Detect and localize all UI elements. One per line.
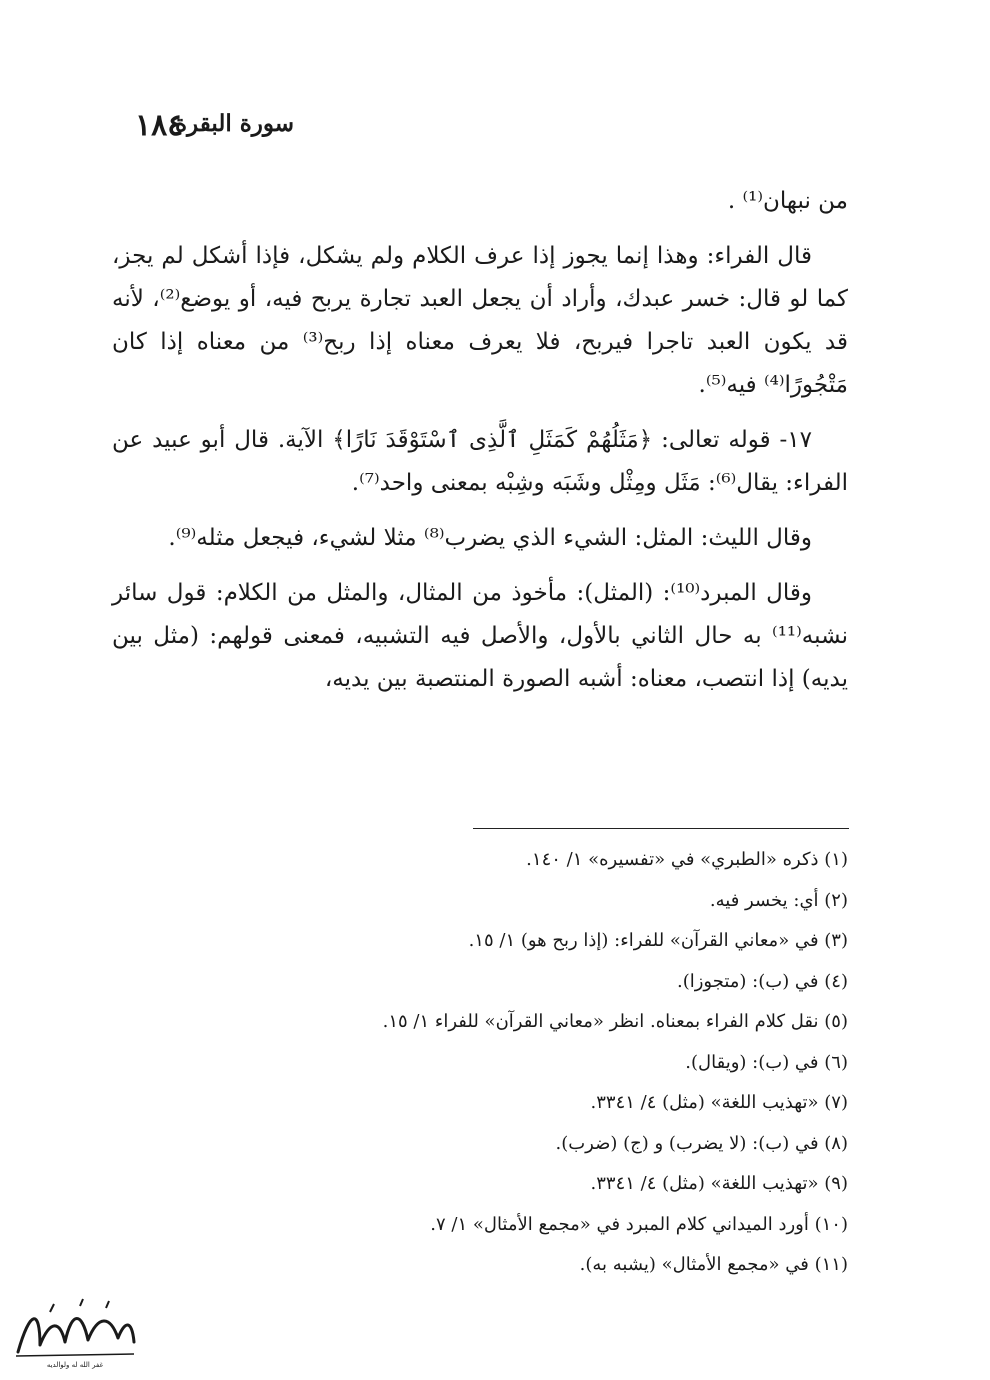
footnote-9: (٩) «تهذيب اللغة» (مثل) ٤/ ٣٣٤١. [590, 1173, 848, 1194]
footnote-4: (٤) في (ب): (متجوزا). [676, 970, 848, 992]
paragraph-1: من نبهان⁽¹⁾ . [727, 188, 848, 214]
calligraphy-logo [10, 1290, 140, 1370]
paragraph-4: وقال الليث: المثل: الشيء الذي يضرب⁽⁸⁾ مثلا لشيء، فيجعل مثله⁽⁹⁾. [168, 525, 812, 551]
footnote-10: (١٠) أورد الميداني كلام المبرد في «مجمع الأمثال» ١/ ٧. [430, 1213, 848, 1235]
footnote-5: (٥) نقل كلام الفراء بمعناه. انظر «معاني القرآن» للفراء ١/ ١٥. [382, 1011, 848, 1032]
footnote-3: (٣) في «معاني القرآن» للفراء: (إذا ربح هو) ١/ ١٥. [468, 930, 848, 951]
footnote-6: (٦) في (ب): (ويقال). [685, 1051, 848, 1073]
paragraph-2: قال الفراء: وهذا إنما يجوز إذا عرف الكلام ولم يشكل، فإذا أشكل لم يجز، كما لو قال: خسر عبدك، وأراد أن يجعل العبد تجارة يربح فيه، أو يوضع⁽²⁾، لأنه قد يكون العبد تاجرا فيربح، فلا يعرف معناه إذا ربح⁽³⁾ من معناه إذا كان مَتْجُورًا⁽⁴⁾ فيه⁽⁵⁾. [112, 243, 849, 398]
footnote-7: (٧) «تهذيب اللغة» (مثل) ٤/ ٣٣٤١. [590, 1092, 848, 1113]
footnotes [300, 840, 848, 1286]
logo-subtext: غفر الله له ولوالديه [46, 1361, 104, 1369]
footnote-8: (٨) في (ب): (لا يضرب) و (ج) (ضرب). [555, 1132, 848, 1154]
surah-title: سورة البقرة [175, 110, 295, 137]
page-number: ١٨٤ [135, 108, 184, 143]
footnote-1: (١) ذكره «الطبري» في «تفسيره» ١/ ١٤٠. [526, 849, 848, 870]
footnote-2: (٢) أي: يخسر فيه. [709, 889, 848, 911]
paragraph-5: وقال المبرد⁽¹⁰⁾: (المثل): مأخوذ من المثال، والمثل من الكلام: قول سائر نشبه⁽¹¹⁾ به حال الثاني بالأول، والأصل فيه التشبيه، فمعنى قولهم: (مثل بين يديه) إذا انتصب، معناه: أشبه الصورة المنتصبة بين يديه، [112, 580, 848, 692]
main-text [112, 180, 848, 713]
footnote-divider [473, 828, 849, 829]
footnote-11: (١١) في «مجمع الأمثال» (يشبه به). [579, 1254, 848, 1275]
paragraph-3: ١٧- قوله تعالى: ﴿مَثَلُهُمْ كَمَثَلِ ٱلَّذِى ٱسْتَوْقَدَ نَارًا﴾ الآية. قال أبو عبيد عن الفراء: يقال⁽⁶⁾: مَثَل ومِثْل وشَبَه وشِبْه بمعنى واحد⁽⁷⁾. [112, 427, 848, 496]
